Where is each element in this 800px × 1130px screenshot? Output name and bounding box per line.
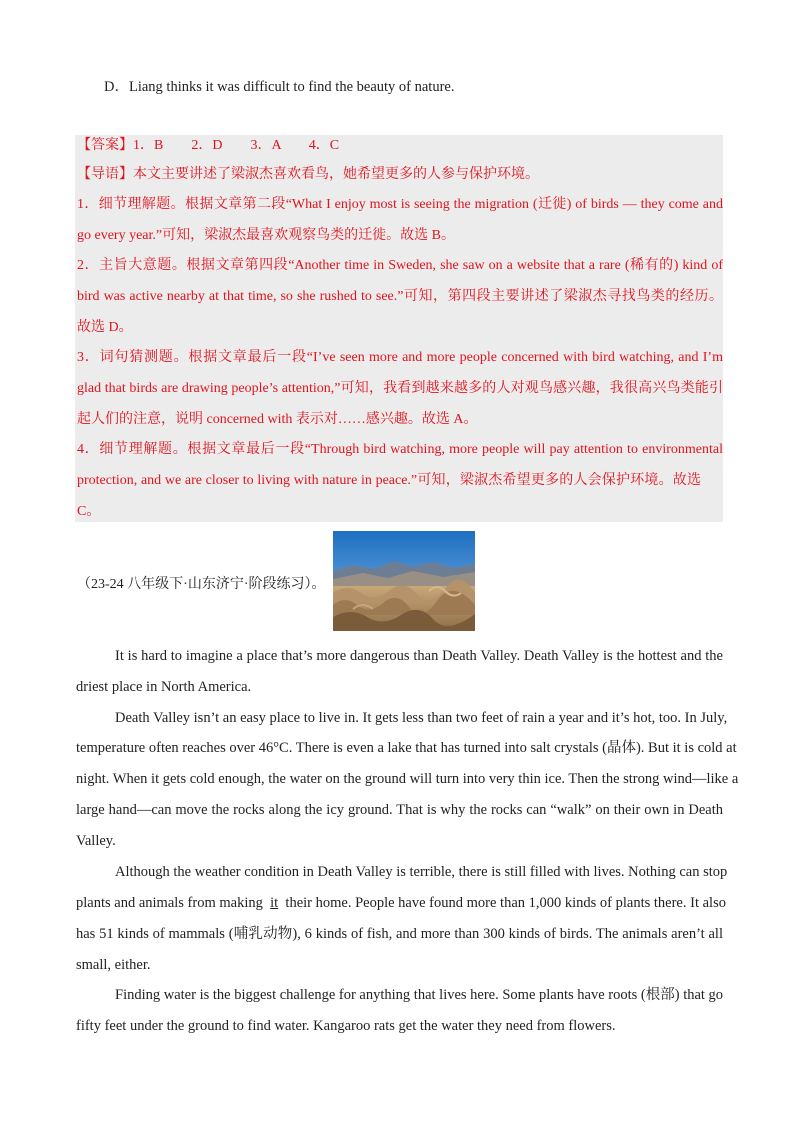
underlined-word-it: it — [270, 895, 279, 911]
passage-p2-line-1: Death Valley isn’t an easy place to live in. It gets less than two feet of rain a year and it’s hot, too. In July, — [115, 710, 728, 726]
death-valley-photo — [333, 531, 475, 631]
passage-p2-line-2: temperature often reaches over 46°C. There is even a lake that has turned into salt crystals (晶体). But it is cold at — [76, 740, 737, 756]
passage-p3-line-2-post: their home. People have found more than 1,000 kinds of plants there. It also — [281, 895, 726, 911]
passage-p3-line-1: Although the weather condition in Death Valley is terrible, there is still filled with lives. Nothing can stop — [115, 864, 728, 880]
passage-p4-line-1: Finding water is the biggest challenge for anything that lives here. Some plants have roots (根部) that go — [115, 987, 724, 1003]
q4-explanation-line-3: C。 — [77, 504, 101, 519]
passage-p1-line-1: It is hard to imagine a place that’s more dangerous than Death Valley. Death Valley is the hottest and the — [115, 648, 723, 664]
q3-explanation-line-1: 3．词句猜测题。根据文章最后一段“I’ve seen more and more people concerned with bird watching, and I’m — [77, 350, 723, 365]
q1-explanation-line-2: go every year.”可知，梁淑杰最喜欢观察鸟类的迁徙。故选 B。 — [77, 228, 455, 243]
option-d: D．Liang thinks it was difficult to find the beauty of nature. — [104, 79, 455, 95]
q4-explanation-line-2: protection, and we are closer to living with nature in peace.”可知，梁淑杰希望更多的人会保护环境。故选 — [77, 473, 701, 488]
passage-p3-line-4: small, either. — [76, 957, 151, 973]
passage-p3-line-2 — [76, 892, 726, 914]
answer-box — [75, 135, 723, 522]
q2-explanation-line-3: 故选 D。 — [77, 320, 133, 335]
q4-explanation-line-1: 4．细节理解题。根据文章最后一段“Through bird watching, more people will pay attention to environmental — [77, 442, 723, 457]
q2-explanation-line-1: 2．主旨大意题。根据文章第四段“Another time in Sweden, she saw on a website that a rare (稀有的) kind of — [77, 258, 723, 273]
passage-p2-line-3: night. When it gets cold enough, the water on the ground will turn into very thin ice. Then the strong wind—like a — [76, 771, 739, 787]
passage-source: （23-24 八年级下·山东济宁·阶段练习）。 — [77, 577, 326, 592]
q2-explanation-line-2: bird was active nearby at that time, so she rushed to see.”可知，第四段主要讲述了梁淑杰寻找鸟类的经历。 — [77, 289, 723, 304]
passage-p3-line-3: has 51 kinds of mammals (哺乳动物), 6 kinds of fish, and more than 300 kinds of birds. The animals aren’t all — [76, 926, 723, 942]
q1-explanation-line-1: 1．细节理解题。根据文章第二段“What I enjoy most is seeing the migration (迁徙) of birds — they come and — [77, 197, 723, 212]
passage-p2-line-5: Valley. — [76, 833, 116, 849]
passage-p4-line-2: fifty feet under the ground to find water. Kangaroo rats get the water they need from flowers. — [76, 1018, 616, 1034]
passage-p3-line-2-pre: plants and animals from making — [76, 895, 267, 911]
q3-explanation-line-2: glad that birds are drawing people’s attention,”可知，我看到越来越多的人对观鸟感兴趣，我很高兴鸟类能引 — [77, 381, 723, 396]
passage-p2-line-4: large hand—can move the rocks along the icy ground. That is why the rocks can “walk” on their own in Death — [76, 802, 723, 818]
q3-explanation-line-3: 起人们的注意，说明 concerned with 表示对……感兴趣。故选 A。 — [77, 412, 478, 427]
answer-key-line: 【答案】1．B 2．D 3．A 4．C — [77, 138, 340, 153]
guide-line: 【导语】本文主要讲述了梁淑杰喜欢看鸟，她希望更多的人参与保护环境。 — [77, 167, 539, 182]
passage-p1-line-2: driest place in North America. — [76, 679, 252, 695]
